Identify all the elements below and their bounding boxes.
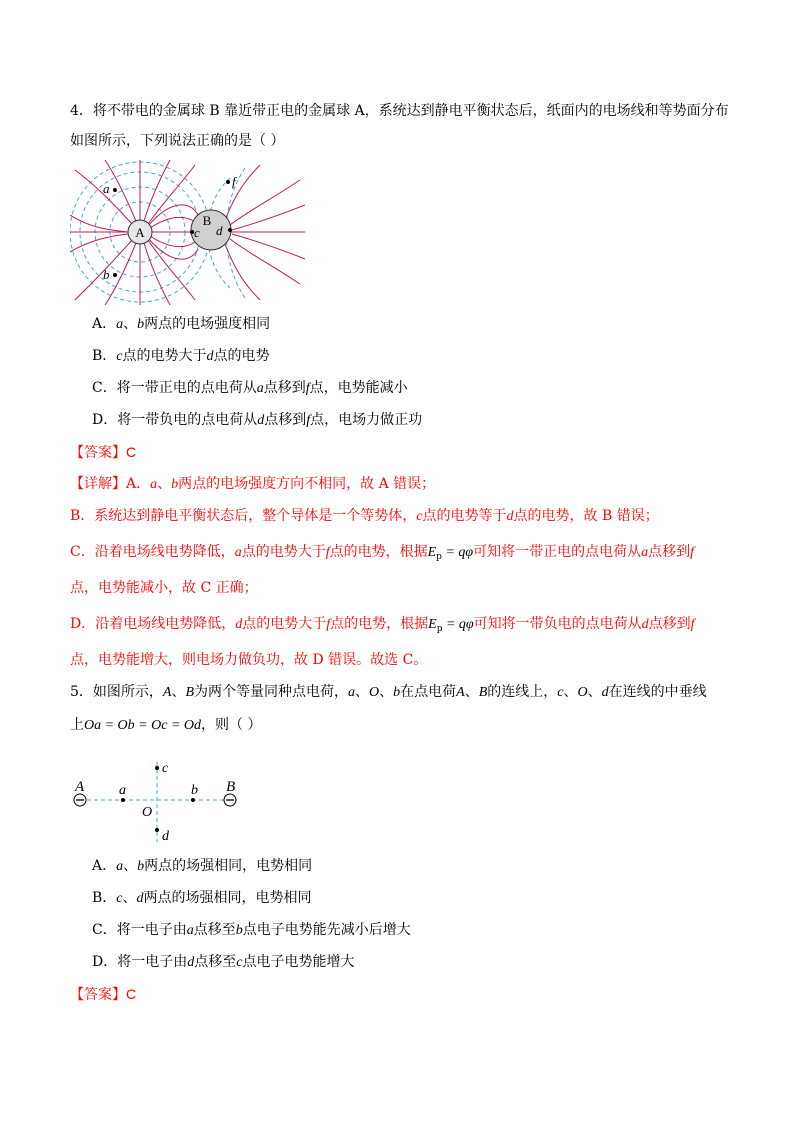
equation: Oa = Ob = Oc = Od <box>84 718 201 733</box>
option-text: D．将一带负电的点电荷从 <box>92 412 258 428</box>
label-d: d <box>216 223 223 238</box>
var-a: a <box>348 685 356 700</box>
sep: 、 <box>123 858 138 874</box>
var-a: a <box>234 545 242 560</box>
q4-explain-b <box>70 506 659 527</box>
q4-field-figure <box>70 160 305 305</box>
formula-sub: p <box>436 552 442 562</box>
option-label: A． <box>92 316 117 332</box>
q4-explain-a <box>70 474 435 495</box>
q5-option-b[interactable] <box>92 888 312 909</box>
option-text: 两点的电场强度相同 <box>144 316 271 332</box>
label-a: a <box>119 783 126 798</box>
text: 在点电荷 <box>400 684 457 700</box>
text: 点的电势大于 <box>241 544 326 560</box>
sep: 、 <box>122 890 137 906</box>
var-d: d <box>136 891 144 906</box>
answer-label: 【答案】 <box>70 987 126 1003</box>
var-d: d <box>601 685 609 700</box>
var-d: d <box>641 617 649 632</box>
var-c: c <box>557 685 564 700</box>
var-c: c <box>236 955 243 970</box>
q4-stem-line2: 如图所示，下列说法正确的是（ ） <box>70 133 285 149</box>
q4-explain-d-cont: 点，电势能增大，则电场力做负功，故 D 错误。故选 C。 <box>70 652 428 668</box>
var-c: c <box>416 509 423 524</box>
var-b: b <box>235 923 243 938</box>
q5-option-a[interactable] <box>92 856 312 877</box>
var-a: a <box>116 317 124 332</box>
var-B: B <box>185 685 195 700</box>
option-text: 点，电场力做正功 <box>310 412 423 428</box>
q5-stem-line2 <box>70 715 261 736</box>
label-O: O <box>142 805 153 820</box>
var-b: b <box>393 685 401 700</box>
q4-explain-d <box>70 614 695 639</box>
var-A: A <box>456 685 465 700</box>
sep: 、 <box>123 316 138 332</box>
var-a: a <box>186 923 194 938</box>
sep: 、 <box>355 684 370 700</box>
sep: 、 <box>587 684 602 700</box>
text: 在连线的中垂线 <box>608 684 707 700</box>
point-b <box>191 798 195 802</box>
q5-answer <box>70 984 136 1005</box>
var-b: b <box>137 859 145 874</box>
answer-value: C <box>126 986 137 1002</box>
text: B．系统达到静电平衡状态后，整个导体是一个等势体， <box>70 508 417 524</box>
option-text: 点的电势大于 <box>122 348 207 364</box>
var-a: a <box>150 477 158 492</box>
option-label: B． <box>92 890 117 906</box>
text: 点的电势，根据 <box>329 544 428 560</box>
point-c <box>155 766 159 770</box>
var-A: A <box>162 685 172 700</box>
option-text: 两点的场强相同，电势相同 <box>143 890 312 906</box>
text: 5．如图所示， <box>70 684 163 700</box>
text: D．沿着电场线电势降低， <box>70 616 236 632</box>
sep: 、 <box>464 684 479 700</box>
label-c: c <box>162 761 169 776</box>
q4-option-d[interactable] <box>92 410 422 431</box>
formula-E: E <box>428 617 437 632</box>
point-d <box>228 228 232 232</box>
text: 点移到 <box>648 544 691 560</box>
var-O: O <box>369 685 380 700</box>
label-B: B <box>202 213 212 228</box>
var-d: d <box>187 955 195 970</box>
point-a <box>121 798 125 802</box>
q4-explain-c-cont: 点，电势能减小，故 C 正确； <box>70 580 258 596</box>
formula-rhs: = qφ <box>442 617 474 632</box>
formula-rhs: = qφ <box>441 545 474 560</box>
text: 点移到 <box>648 616 691 632</box>
var-a: a <box>256 381 264 396</box>
label-b: b <box>191 783 198 798</box>
option-text: 两点的场强相同，电势相同 <box>144 858 313 874</box>
sep: 、 <box>563 684 578 700</box>
var-a: a <box>116 859 124 874</box>
label-d: d <box>162 829 169 844</box>
var-f: f <box>306 413 311 428</box>
option-text: C．将一电子由 <box>92 922 187 938</box>
text: 点的电势，故 B 错误； <box>513 508 659 524</box>
var-c: c <box>116 891 123 906</box>
label-c: c <box>194 225 200 240</box>
sep: 、 <box>379 684 394 700</box>
formula-E: E <box>427 545 437 560</box>
var-b: b <box>171 477 179 492</box>
q5-option-d[interactable] <box>92 952 354 973</box>
var-d: d <box>257 413 265 428</box>
text: 上 <box>70 717 84 733</box>
option-text: 点移到 <box>263 380 306 396</box>
label-A: A <box>75 779 85 795</box>
option-text: 点移至 <box>194 954 237 970</box>
answer-value: C <box>126 444 137 460</box>
q5-charges-figure <box>70 758 240 850</box>
text: 点的电势等于 <box>422 508 507 524</box>
option-text: 点移到 <box>264 412 307 428</box>
label-b: b <box>103 267 110 282</box>
text: 点的电势，根据 <box>330 616 429 632</box>
option-text: C．将一带正电的点电荷从 <box>92 380 257 396</box>
var-a: a <box>641 545 649 560</box>
text: C．沿着电场线电势降低， <box>70 544 235 560</box>
var-d: d <box>206 349 214 364</box>
option-text: 点电子电势能先减小后增大 <box>242 922 411 938</box>
q4-option-c[interactable] <box>92 378 408 399</box>
option-text: 点的电势 <box>213 348 270 364</box>
q4-answer <box>70 442 136 463</box>
var-f: f <box>325 545 330 560</box>
sep: 、 <box>157 476 172 492</box>
var-c: c <box>116 349 123 364</box>
label-A: A <box>135 225 145 240</box>
answer-label: 【答案】 <box>70 445 126 461</box>
option-text: 点电子电势能增大 <box>242 954 355 970</box>
text: 为两个等量同种点电荷， <box>194 684 349 700</box>
text: A． <box>126 476 151 492</box>
option-label: A． <box>92 858 117 874</box>
text: 点的电势大于 <box>242 616 327 632</box>
var-B: B <box>478 685 488 700</box>
text: 可知将一带负电的点电荷从 <box>473 616 642 632</box>
var-O: O <box>577 685 588 700</box>
formula-sub: p <box>436 624 443 634</box>
var-d: d <box>235 617 243 632</box>
q5-option-c[interactable] <box>92 920 411 941</box>
option-text: D．将一电子由 <box>92 954 188 970</box>
label-f: f <box>232 174 236 189</box>
explain-label: 【详解】 <box>70 476 126 492</box>
option-text: 点，电势能减小 <box>309 380 408 396</box>
var-f: f <box>690 545 695 560</box>
q4-option-b[interactable] <box>92 346 270 367</box>
point-f <box>226 180 230 184</box>
point-b <box>113 273 117 277</box>
var-f: f <box>326 617 331 632</box>
point-a <box>113 188 117 192</box>
label-a: a <box>103 181 110 196</box>
text: 两点的电场强度方向不相同，故 A 错误； <box>178 476 436 492</box>
q4-explain-c <box>70 542 694 567</box>
q4-option-a[interactable] <box>92 314 270 335</box>
q4-stem-line1: 4．将不带电的金属球 B 靠近带正电的金属球 A，系统达到静电平衡状态后，纸面内的电场线和等势面分布 <box>70 103 729 119</box>
var-d: d <box>506 509 514 524</box>
text: 可知将一带正电的点电荷从 <box>473 544 642 560</box>
text: ，则（ ） <box>201 717 262 733</box>
option-label: B． <box>92 348 117 364</box>
sep: 、 <box>171 684 186 700</box>
var-b: b <box>137 317 145 332</box>
label-B: B <box>226 779 236 795</box>
point-d <box>155 828 159 832</box>
var-f: f <box>305 381 310 396</box>
var-f: f <box>690 617 695 632</box>
text: 的连线上， <box>487 684 558 700</box>
q5-stem-line1 <box>70 682 707 703</box>
option-text: 点移至 <box>193 922 236 938</box>
